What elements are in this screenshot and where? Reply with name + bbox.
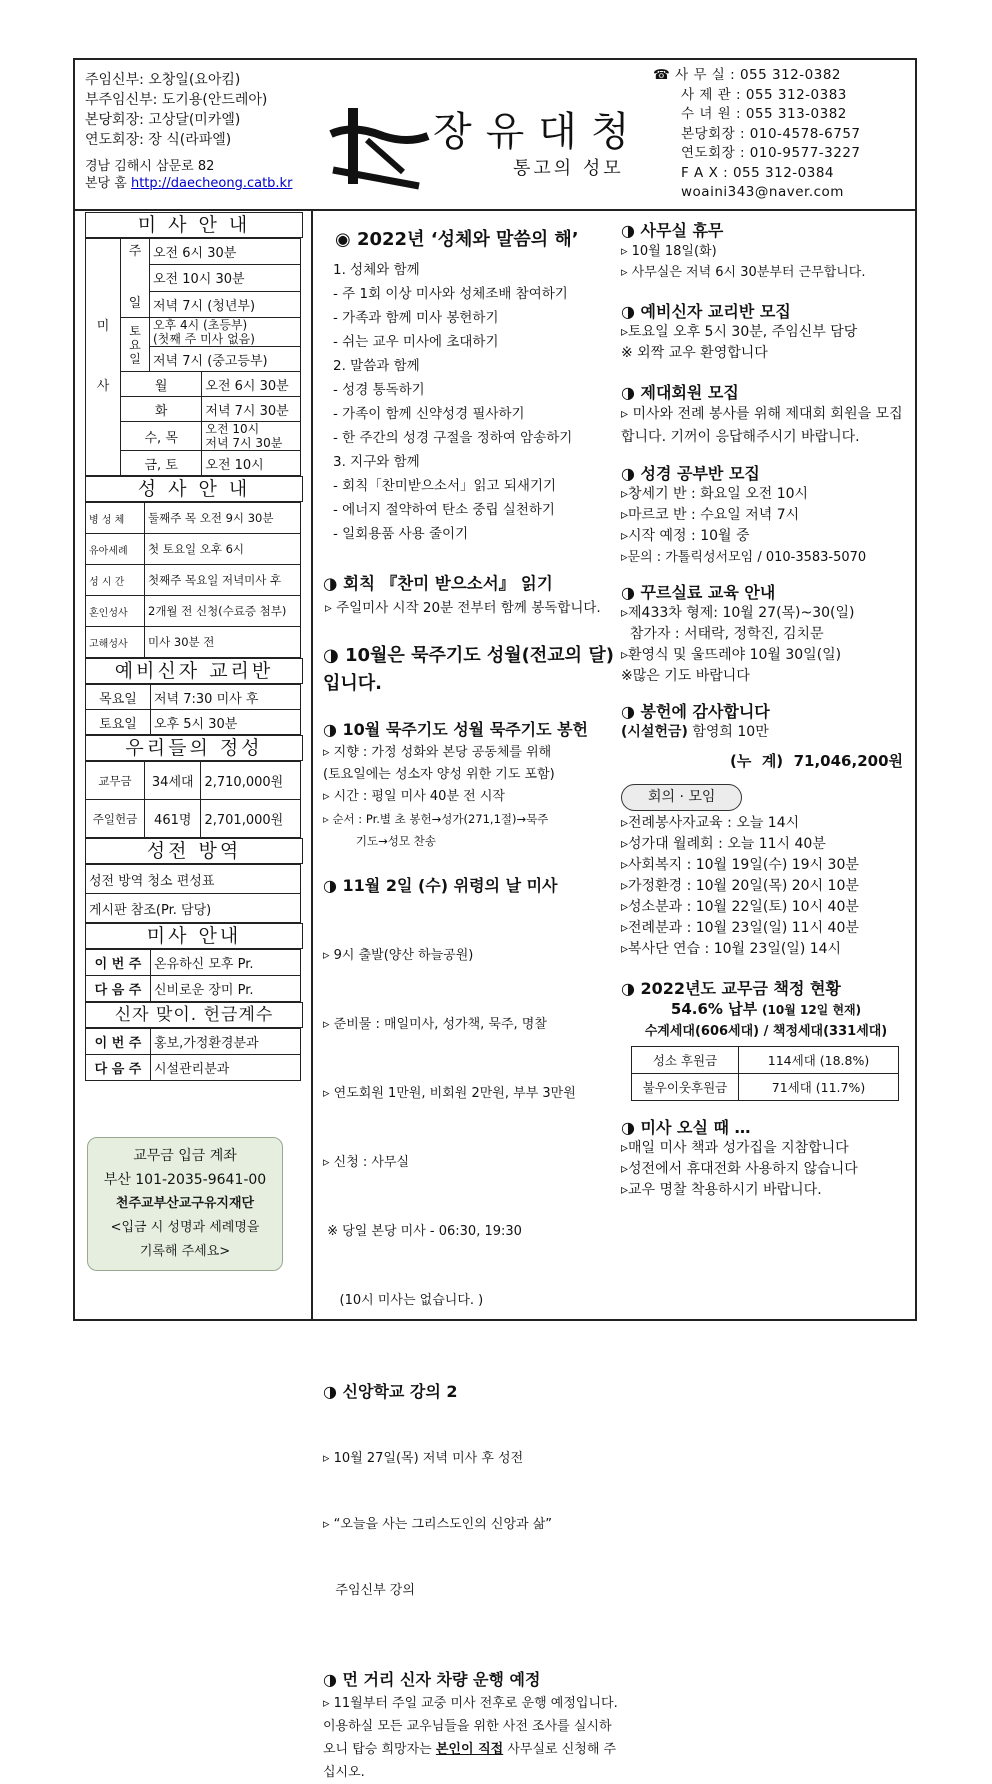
sacrament-heading: 성 사 안 내: [85, 476, 303, 502]
theme-item: - 일회용품 사용 줄이기: [333, 526, 469, 542]
homepage-label: 본당 홈: [85, 176, 127, 191]
shuttle-emphasis: 본인이 직접: [435, 1742, 504, 1757]
role-line: 본당회장: 고상달(미카엘): [85, 112, 241, 128]
sacrament-desc: 미사 30분 전: [145, 627, 301, 658]
year-theme-list: [323, 258, 623, 546]
rosary-offering-list: [323, 742, 623, 852]
middle-column: [323, 220, 623, 1784]
bible-line: ▹창세기 반 : 화요일 오전 10시: [621, 486, 809, 502]
bulletin-frame: [73, 58, 917, 1780]
address: 경남 김해시 삼문로 82: [85, 159, 215, 174]
catechism-day: 목요일: [86, 685, 151, 710]
homepage-link[interactable]: http://daecheong.catb.kr: [130, 176, 293, 191]
offering-total: (누 계) 71,046,200원: [730, 752, 903, 770]
shuttle-text-c: 사무실로 신청해 주십시오.: [323, 1742, 617, 1780]
sunday-time: 오전 10시 30분: [150, 265, 301, 291]
sunday-label: [121, 239, 150, 318]
school-line: 주임신부 강의: [323, 1583, 415, 1598]
week-label: 다 음 주: [86, 976, 151, 1002]
sacrament-name: 병 성 체: [86, 503, 145, 534]
sunday-char: 일: [128, 296, 142, 311]
cursillo-line: 참가자 : 서태락, 정학진, 김치문: [621, 626, 824, 642]
thanks-line: [621, 722, 911, 743]
meeting-label: 회의 · 모임: [621, 784, 742, 811]
masthead: [323, 96, 653, 206]
meeting-item: ▹사회복지 : 10월 19일(수) 19시 30분: [621, 857, 859, 873]
meeting-item: ▹가정환경 : 10월 20일(목) 20시 10분: [621, 878, 859, 894]
saturday-time: 저녁 7시 (중고등부): [150, 347, 301, 372]
sunday-time: 저녁 7시 (청년부): [150, 291, 301, 317]
welcome-value: 시설관리분과: [151, 1055, 301, 1081]
tithe-subtitle: 수계세대(606세대) / 책정세대(331세대): [644, 1024, 888, 1039]
catechism-time: 저녁 7:30 미사 후: [151, 685, 301, 710]
manners-line: ▹성전에서 휴대전화 사용하지 않습니다: [621, 1161, 858, 1177]
meeting-pill: [621, 784, 911, 811]
sacrament-name: 혼인성사: [86, 596, 145, 627]
cursillo-line: ※많은 기도 바랍니다: [621, 668, 750, 684]
catechism-heading: 예비신자 교리반: [85, 658, 303, 684]
sacrament-desc: 첫 토요일 오후 6시: [145, 534, 301, 565]
offering-count: 461명: [145, 800, 201, 838]
thanks-value: 함영희 10만: [692, 724, 769, 740]
theme-item: - 가족이 함께 신약성경 필사하기: [333, 406, 525, 422]
contact-line: 수 녀 원 : 055 313-0382: [681, 106, 847, 122]
souls-day-list: [323, 898, 623, 1358]
rosary-line: ▹ 시간 : 평일 미사 40분 전 시작: [323, 789, 505, 804]
meeting-item: ▹성소분과 : 10월 22일(토) 10시 40분: [621, 899, 859, 915]
catechumen-line: ※ 외짝 교우 환영합니다: [621, 345, 768, 361]
rosary-line: ▹ 지향 : 가정 성화와 본당 공동체를 위해: [323, 745, 552, 760]
mass-schedule-heading: 미 사 안 내: [85, 212, 303, 238]
left-column: [85, 212, 303, 1081]
account-box: [87, 1137, 283, 1271]
bulletin-title: 장유대청: [433, 109, 644, 155]
weekday-time: 오전 6시 30분: [202, 372, 301, 397]
clergy-info: [85, 70, 292, 192]
faith-school-title: ◑ 신앙학교 강의 2: [323, 1382, 458, 1401]
sunday-char: 주: [128, 244, 142, 259]
homepage: [85, 175, 292, 192]
rosary-line: (토요일에는 성소자 양성 위한 기도 포함): [323, 767, 555, 782]
saturday-time: 오후 4시 (초등부) (첫째 주 미사 없음): [150, 318, 301, 347]
sanitize-line: 성전 방역 청소 편성표: [86, 865, 301, 894]
tithe-title: ◑ 2022년도 교무금 책정 현황: [621, 979, 841, 998]
theme-item: - 한 주간의 성경 구절을 정하여 암송하기: [333, 430, 573, 446]
meeting-list: [621, 813, 911, 960]
tithe-date: (10월 12일 현재): [762, 1003, 862, 1017]
right-column: [621, 220, 911, 1201]
weekday-time: 오전 10시: [202, 451, 301, 476]
account-number: 부산 101-2035-9641-00: [103, 1172, 267, 1188]
meeting-item: ▹성가대 월례회 : 오늘 11시 40분: [621, 836, 826, 852]
welcome-heading: 신자 맞이. 헌금계수: [85, 1002, 303, 1028]
meeting-item: ▹복사단 연습 : 10월 23일(일) 14시: [621, 941, 842, 957]
contact-line: F A X : 055 312-0384: [681, 164, 835, 181]
thanks-title: ◑ 봉헌에 감사합니다: [621, 702, 770, 721]
week-label: 이 번 주: [86, 950, 151, 976]
guide-value: 온유하신 모후 Pr.: [151, 950, 301, 976]
bible-line: ▹마르코 반 : 수요일 저녁 7시: [621, 507, 800, 523]
bible-study-title: ◑ 성경 공부반 모집: [621, 464, 760, 483]
welcome-table: [85, 1028, 301, 1081]
mass-guide-table: [85, 949, 301, 1002]
rosary-line: ▹ 순서 : Pr.별 초 봉헌→성가(271,1절)→묵주: [323, 812, 549, 826]
tithe-table: [631, 1046, 899, 1101]
cursillo-line: ▹환영식 및 울뜨레야 10월 30일(일): [621, 647, 842, 663]
account-note: 기록해 주세요>: [139, 1244, 231, 1259]
mass-side-char: 사: [96, 379, 110, 394]
souls-line: ▹ 연도회원 1만원, 비회원 2만원, 부부 3만원: [323, 1086, 576, 1101]
role-line: 주임신부: 오창일(요아킴): [85, 72, 241, 88]
offering-heading: 우리들의 정성: [85, 735, 303, 761]
column-divider: [311, 209, 313, 1319]
theme-item: 2. 말씀과 함께: [333, 358, 420, 374]
account-title: 교무금 입금 계좌: [133, 1148, 237, 1164]
offering-amount: 2,701,000원: [201, 800, 301, 838]
account-note: <입금 시 성명과 세례명을: [110, 1220, 260, 1235]
theme-item: - 성경 통독하기: [333, 382, 425, 398]
bulletin-subtitle: 통고의 성모: [513, 158, 624, 179]
contact-line: ☎ 사 무 실 : 055 312-0382: [653, 67, 841, 83]
laudato-title: ◑ 회칙 『찬미 받으소서』 읽기: [323, 574, 553, 593]
theme-item: 1. 성체와 함께: [333, 262, 420, 278]
shuttle-title: ◑ 먼 거리 신자 차량 운행 예정: [323, 1670, 541, 1689]
sanitize-heading: 성전 방역: [85, 838, 303, 864]
offering-table: [85, 761, 301, 838]
contact-list: [653, 66, 861, 203]
tithe-row-value: 71세대 (11.7%): [739, 1074, 899, 1101]
sunday-time: 오전 6시 30분: [150, 239, 301, 265]
offering-name: 주일헌금: [86, 800, 145, 838]
manners-line: ▹매일 미사 책과 성가집을 지참합니다: [621, 1140, 849, 1156]
tithe-row-name: 불우이웃후원금: [632, 1074, 739, 1101]
contact-line: 연도회장 : 010-9577-3227: [681, 145, 861, 161]
sanitize-table: [85, 864, 301, 923]
catechumen-title: ◑ 예비신자 교리반 모집: [621, 302, 791, 321]
sacrament-desc: 2개월 전 신청(수료증 첨부): [145, 596, 301, 627]
weekday-time: 저녁 7시 30분: [202, 397, 301, 422]
weekday-day: 수, 목: [121, 422, 202, 451]
office-line: ▹ 10월 18일(화): [621, 244, 717, 259]
souls-line: ▹ 준비물 : 매일미사, 성가책, 묵주, 명찰: [323, 1017, 547, 1032]
tithe-rate-line: [621, 999, 911, 1021]
office-closed-title: ◑ 사무실 휴무: [621, 221, 724, 240]
office-line: ▹ 사무실은 저녁 6시 30분부터 근무합니다.: [621, 265, 866, 280]
souls-day-title: ◑ 11월 2일 (수) 위령의 날 미사: [323, 876, 558, 895]
offering-amount: 2,710,000원: [201, 762, 301, 800]
theme-item: - 가족과 함께 미사 봉헌하기: [333, 310, 499, 326]
role-line: 연도회장: 장 식(라파엘): [85, 132, 232, 148]
meeting-item: ▹전례분과 : 10월 23일(일) 11시 40분: [621, 920, 859, 936]
rosary-offering-title: ◑ 10월 묵주기도 성월 묵주기도 봉헌: [323, 720, 589, 739]
welcome-value: 홍보,가정환경분과: [151, 1029, 301, 1055]
theme-item: 3. 지구와 함께: [333, 454, 420, 470]
saturday-label: 토요일: [121, 318, 150, 372]
manners-line: ▹교우 명찰 착용하시기 바랍니다.: [621, 1182, 822, 1198]
souls-line: ※ 당일 본당 미사 - 06:30, 19:30: [323, 1224, 522, 1239]
weekday-day: 월: [121, 372, 202, 397]
mass-guide-heading: 미사 안내: [85, 923, 303, 949]
cursillo-line: ▹제433차 형제: 10월 27(목)~30(일): [621, 605, 855, 621]
mass-manners-title: ◑ 미사 오실 때 …: [621, 1118, 751, 1137]
sacrament-desc: 첫째주 목요일 저녁미사 후: [145, 565, 301, 596]
week-label: 이 번 주: [86, 1029, 151, 1055]
altar-title: ◑ 제대회원 모집: [621, 383, 739, 402]
week-label: 다 음 주: [86, 1055, 151, 1081]
tithe-row-value: 114세대 (18.8%): [739, 1047, 899, 1074]
cursillo-title: ◑ 꾸르실료 교육 안내: [621, 583, 776, 602]
catechumen-line: ▹토요일 오후 5시 30분, 주임신부 담당: [621, 324, 858, 340]
rosary-month-title: ◑ 10월은 묵주기도 성월(전교의 달)입니다.: [323, 645, 614, 694]
offering-name: 교무금: [86, 762, 145, 800]
contact-email: woaini343@naver.com: [681, 184, 844, 200]
sacrament-name: 유아세례: [86, 534, 145, 565]
theme-item: - 주 1회 이상 미사와 성체조배 참여하기: [333, 286, 568, 302]
sacrament-name: 성 시 간: [86, 565, 145, 596]
meeting-item: ▹전례봉사자교육 : 오늘 14시: [621, 815, 800, 831]
sacrament-desc: 둘째주 목 오전 9시 30분: [145, 503, 301, 534]
sacrament-table: [85, 502, 301, 658]
year-theme-title: ◉ 2022년 ‘성체와 말씀의 해’: [335, 229, 579, 250]
bulletin-header: [75, 60, 915, 211]
shuttle-text-a: ▹ 11월부터 주일 교중 미사 전후로 운행 예정입니다. 이용하실 모든 교우님들을 위한 사전 조사를 실시하오니 탑승 희망자는: [323, 1696, 618, 1757]
sacrament-name: 고해성사: [86, 627, 145, 658]
catechism-time: 오후 5시 30분: [151, 710, 301, 735]
address-block: [85, 158, 292, 192]
bible-line: ▹문의 : 가톨릭성서모임 / 010-3583-5070: [621, 550, 867, 565]
mass-schedule-table: [85, 238, 301, 476]
contact-line: 사 제 관 : 055 312-0383: [681, 86, 847, 103]
offering-count: 34세대: [145, 762, 201, 800]
shuttle-text: [323, 1692, 623, 1784]
cross-logo-icon: [323, 96, 433, 196]
sanitize-line: 게시판 참조(Pr. 담당): [86, 894, 301, 923]
weekday-day: 화: [121, 397, 202, 422]
account-holder: 천주교부산교구유지재단: [115, 1196, 255, 1211]
mass-side-char: 미: [96, 319, 110, 334]
altar-text: ▹ 미사와 전례 봉사를 위해 제대회 회원을 모집합니다. 기꺼이 응답해주시기 바랍니다.: [621, 406, 903, 445]
role-line: 부주임신부: 도기용(안드레아): [85, 92, 268, 108]
weekday-day: 금, 토: [121, 451, 202, 476]
theme-item: - 회칙「찬미받으소서」읽고 되새기기: [333, 478, 557, 494]
faith-school-list: [323, 1404, 623, 1646]
weekday-time: 오전 10시 저녁 7시 30분: [202, 422, 301, 451]
rosary-line: 기도→성모 찬송: [323, 834, 436, 848]
catechism-table: [85, 684, 301, 735]
tithe-rate: 54.6% 납부: [670, 1000, 758, 1018]
school-line: ▹ 10월 27일(목) 저녁 미사 후 성전: [323, 1451, 524, 1466]
theme-item: - 쉬는 교우 미사에 초대하기: [333, 334, 499, 350]
thanks-label: (시설헌금): [621, 724, 688, 740]
school-line: ▹ “오늘을 사는 그리스도인의 신앙과 삶”: [323, 1517, 553, 1532]
souls-line: (10시 미사는 없습니다. ): [323, 1293, 484, 1308]
guide-value: 신비로운 장미 Pr.: [151, 976, 301, 1002]
souls-line: ▹ 9시 출발(양산 하늘공원): [323, 948, 474, 963]
bible-line: ▹시작 예정 : 10월 중: [621, 528, 750, 544]
contact-line: 본당회장 : 010-4578-6757: [681, 125, 861, 142]
souls-line: ▹ 신청 : 사무실: [323, 1155, 410, 1170]
laudato-text: ▹ 주일미사 시작 20분 전부터 함께 봉독합니다.: [325, 600, 601, 616]
tithe-row-name: 성소 후원금: [632, 1047, 739, 1074]
theme-item: - 에너지 절약하여 탄소 중립 실천하기: [333, 502, 555, 518]
catechism-day: 토요일: [86, 710, 151, 735]
mass-side-label: [86, 239, 121, 476]
